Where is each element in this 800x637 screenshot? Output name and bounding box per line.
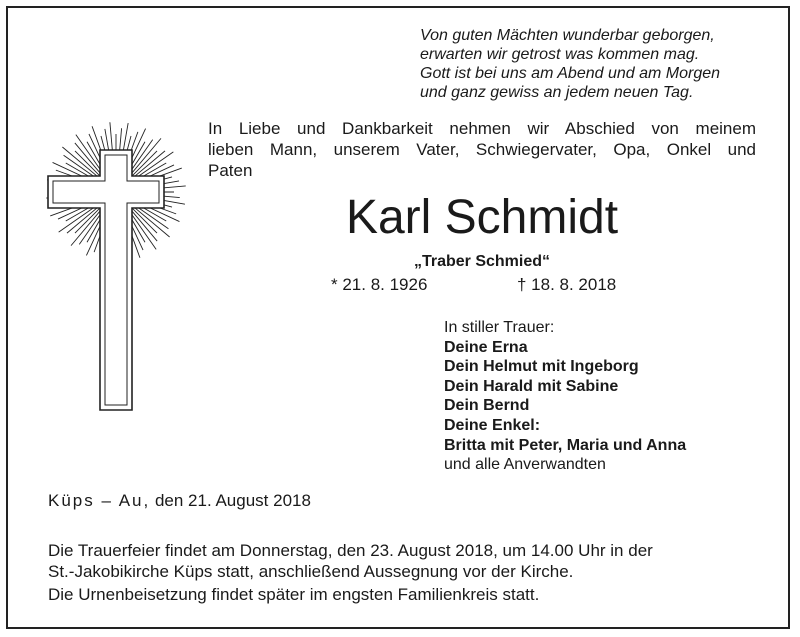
funeral-info-line: St.-Jakobikirche Küps statt, anschließend Aussegnung vor der Kirche. [48, 562, 574, 581]
radiant-cross-icon [38, 112, 198, 432]
poem-line: erwarten wir getrost was kommen mag. [420, 46, 700, 63]
poem-line: und ganz gewiss an jedem neuen Tag. [420, 84, 694, 101]
mourner-name: Dein Harald mit Sabine [444, 377, 619, 395]
place: Küps – Au, [48, 491, 151, 510]
mourner-name: Dein Bernd [444, 397, 530, 415]
poem-line: Von guten Mächten wunderbar geborgen, [420, 27, 715, 44]
poem [420, 26, 780, 102]
date: den 21. August 2018 [154, 491, 311, 510]
intro-line: Paten [208, 161, 253, 180]
mourners-closing: und alle Anverwandten [444, 456, 606, 474]
place-date [48, 490, 311, 512]
mourner-name: Deine Enkel: [444, 416, 541, 434]
mourners-block [444, 318, 686, 475]
mourner-name: Deine Erna [444, 338, 528, 356]
mourner-name: Dein Helmut mit Ingeborg [444, 358, 639, 376]
mourner-name: Britta mit Peter, Maria und Anna [444, 436, 687, 454]
birth-date: * 21. 8. 1926 [331, 275, 428, 294]
deceased-name: Karl Schmidt [345, 191, 619, 244]
funeral-info [48, 540, 653, 582]
intro-line: In Liebe und Dankbarkeit nehmen wir Abschied von meinem [208, 119, 756, 138]
funeral-info-line: Die Trauerfeier findet am Donnerstag, den 23. August 2018, um 14.00 Uhr in der [48, 541, 653, 560]
deceased-nickname: „Traber Schmied“ [413, 253, 551, 270]
intro-text [208, 118, 756, 181]
death-date: † 18. 8. 2018 [517, 275, 617, 294]
poem-line: Gott ist bei uns am Abend und am Morgen [420, 65, 721, 82]
intro-line: lieben Mann, unserem Vater, Schwiegervater, Opa, Onkel und [208, 140, 756, 159]
urn-info: Die Urnenbeisetzung findet später im engsten Familienkreis statt. [48, 585, 540, 604]
mourners-heading: In stiller Trauer: [444, 319, 555, 336]
